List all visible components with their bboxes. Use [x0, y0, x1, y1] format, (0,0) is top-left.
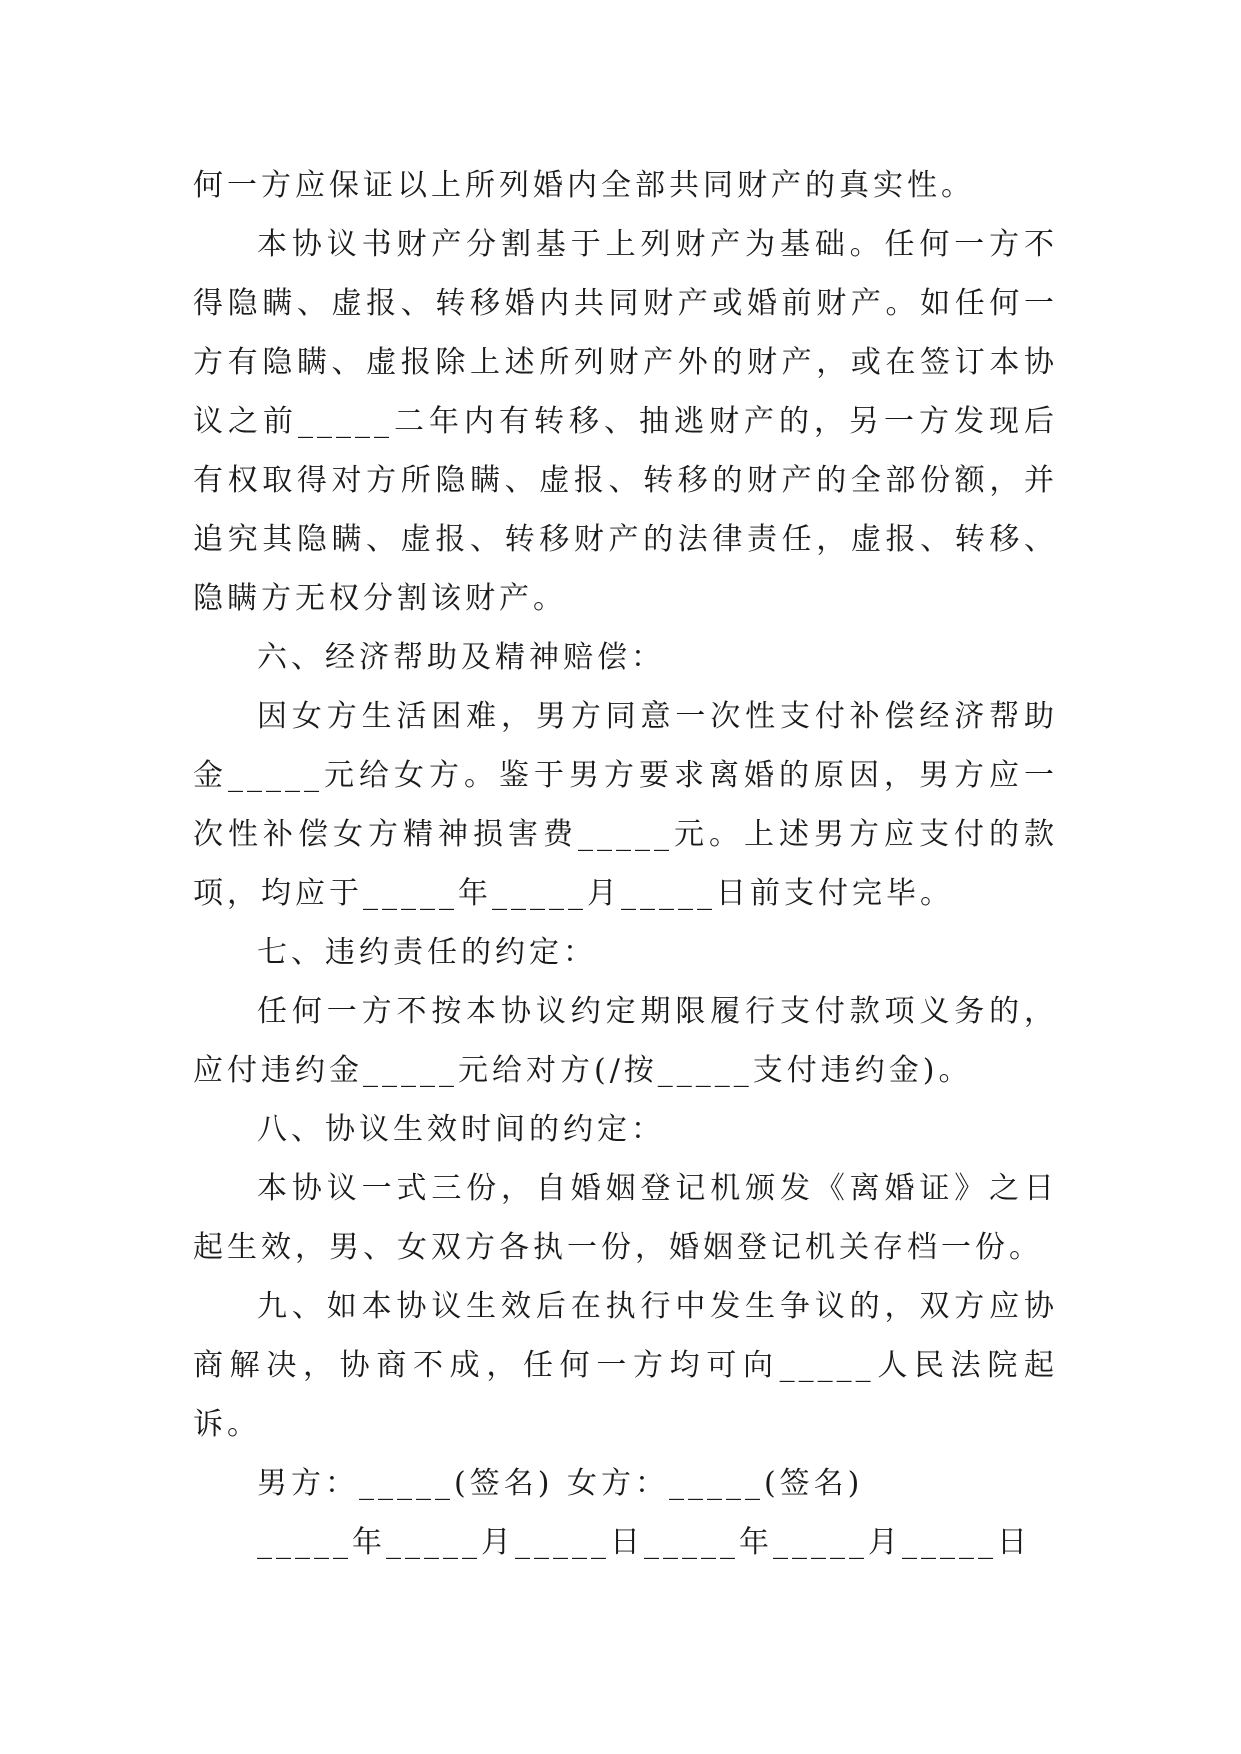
document-body — [193, 156, 1058, 1572]
paragraph-economic-assistance: 因女方生活困难，男方同意一次性支付补偿经济帮助金_____元给女方。鉴于男方要求离婚的原因，男方应一次性补偿女方精神损害费_____元。上述男方应支付的款项，均应于_____年_____月_____日前支付完毕。 — [193, 699, 1058, 911]
date-line: _____年_____月_____日_____年_____月_____日 — [257, 1525, 1031, 1560]
paragraph-breach-liability: 任何一方不按本协议约定期限履行支付款项义务的，应付违约金_____元给对方(/按_____支付违约金)。 — [193, 994, 1058, 1088]
heading-effective-time: 八、协议生效时间的约定： — [257, 1112, 665, 1147]
signature-line: 男方：_____(签名) 女方：_____(签名) — [257, 1466, 864, 1501]
heading-economic-assistance: 六、经济帮助及精神赔偿： — [257, 640, 665, 675]
heading-breach-liability: 七、违约责任的约定： — [257, 935, 597, 970]
paragraph-effective-time: 本协议一式三份，自婚姻登记机颁发《离婚证》之日起生效，男、女双方各执一份，婚姻登记机关存档一份。 — [193, 1171, 1058, 1265]
paragraph-property-authenticity: 何一方应保证以上所列婚内全部共同财产的真实性。 — [193, 168, 975, 203]
paragraph-dispute-resolution: 九、如本协议生效后在执行中发生争议的，双方应协商解决，协商不成，任何一方均可向_____人民法院起诉。 — [193, 1289, 1058, 1442]
paragraph-property-division: 本协议书财产分割基于上列财产为基础。任何一方不得隐瞒、虚报、转移婚内共同财产或婚前财产。如任何一方有隐瞒、虚报除上述所列财产外的财产，或在签订本协议之前_____二年内有转移、抽逃财产的，另一方发现后有权取得对方所隐瞒、虚报、转移的财产的全部份额，并追究其隐瞒、虚报、转移财产的法律责任，虚报、转移、隐瞒方无权分割该财产。 — [193, 227, 1058, 616]
